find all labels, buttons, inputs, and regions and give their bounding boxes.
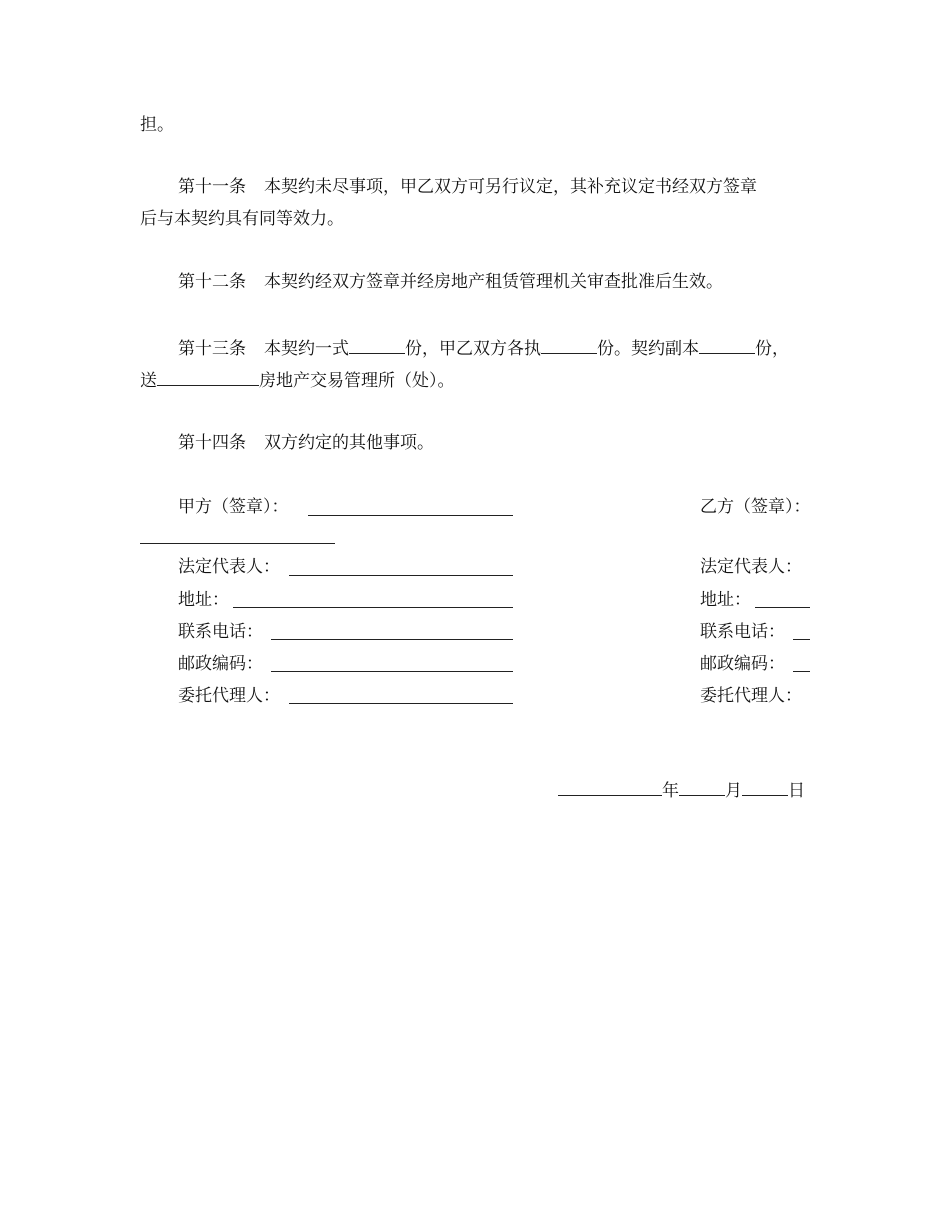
article-12-number: 第十二条 xyxy=(178,272,246,292)
copies-total-blank[interactable] xyxy=(349,337,405,354)
party-a-sign-label: 甲方（签章）： xyxy=(178,497,289,517)
party-b-phone-line[interactable] xyxy=(793,639,810,640)
party-b-rep-label: 法定代表人： xyxy=(700,557,802,577)
party-a-postcode-label: 邮政编码： xyxy=(178,654,263,674)
party-a-phone-label: 联系电话： xyxy=(178,622,263,642)
article-13-seg2: 份，甲乙双方各执 xyxy=(405,339,541,359)
party-a-agent-line[interactable] xyxy=(289,703,513,704)
article-12 xyxy=(178,271,723,293)
article-13-line2-suffix: 房地产交易管理所（处）。 xyxy=(259,371,455,391)
transaction-office-blank[interactable] xyxy=(157,369,259,386)
party-b-sign-line-wrap[interactable] xyxy=(140,543,335,544)
party-b-postcode-line[interactable] xyxy=(793,671,810,672)
article-12-text: 本契约经双方签章并经房地产租赁管理机关审查批准后生效。 xyxy=(264,272,723,292)
party-b-address-label: 地址： xyxy=(700,590,751,610)
day-label: 日 xyxy=(788,781,805,801)
party-b-postcode-label: 邮政编码： xyxy=(700,654,785,674)
party-b-agent-label: 委托代理人： xyxy=(700,686,802,706)
party-a-address-line[interactable] xyxy=(233,607,513,608)
party-a-rep-line[interactable] xyxy=(289,575,513,576)
year-blank[interactable] xyxy=(558,779,662,796)
article-13-continuation xyxy=(140,369,455,392)
copies-duplicate-blank[interactable] xyxy=(699,337,755,354)
month-label: 月 xyxy=(725,781,742,801)
article-13-number: 第十三条 xyxy=(178,339,246,359)
party-b-address-line[interactable] xyxy=(755,607,810,608)
article-11-continuation: 后与本契约具有同等效力。 xyxy=(140,209,344,229)
article-14 xyxy=(178,432,434,454)
party-a-address-label: 地址： xyxy=(178,590,229,610)
article-13 xyxy=(178,337,789,360)
party-b-phone-label: 联系电话： xyxy=(700,622,785,642)
carryover-text: 担。 xyxy=(140,115,174,135)
article-13-seg3: 份。契约副本 xyxy=(597,339,699,359)
party-a-phone-line[interactable] xyxy=(271,639,513,640)
article-11-text: 本契约未尽事项，甲乙双方可另行议定，其补充议定书经双方签章 xyxy=(264,177,757,197)
article-14-number: 第十四条 xyxy=(178,433,246,453)
date-line xyxy=(558,779,805,802)
article-11-number: 第十一条 xyxy=(178,177,246,197)
party-a-postcode-line[interactable] xyxy=(271,671,513,672)
month-blank[interactable] xyxy=(679,779,725,796)
article-13-seg1: 本契约一式 xyxy=(264,339,349,359)
article-13-seg4: 份， xyxy=(755,339,789,359)
party-b-sign-label: 乙方（签章）： xyxy=(700,497,811,517)
party-a-rep-label: 法定代表人： xyxy=(178,557,280,577)
copies-each-blank[interactable] xyxy=(541,337,597,354)
day-blank[interactable] xyxy=(742,779,788,796)
party-a-agent-label: 委托代理人： xyxy=(178,686,280,706)
party-a-sign-line[interactable] xyxy=(308,515,513,516)
article-14-text: 双方约定的其他事项。 xyxy=(264,433,434,453)
year-label: 年 xyxy=(662,781,679,801)
article-13-line2-prefix: 送 xyxy=(140,371,157,391)
article-11 xyxy=(178,176,757,198)
